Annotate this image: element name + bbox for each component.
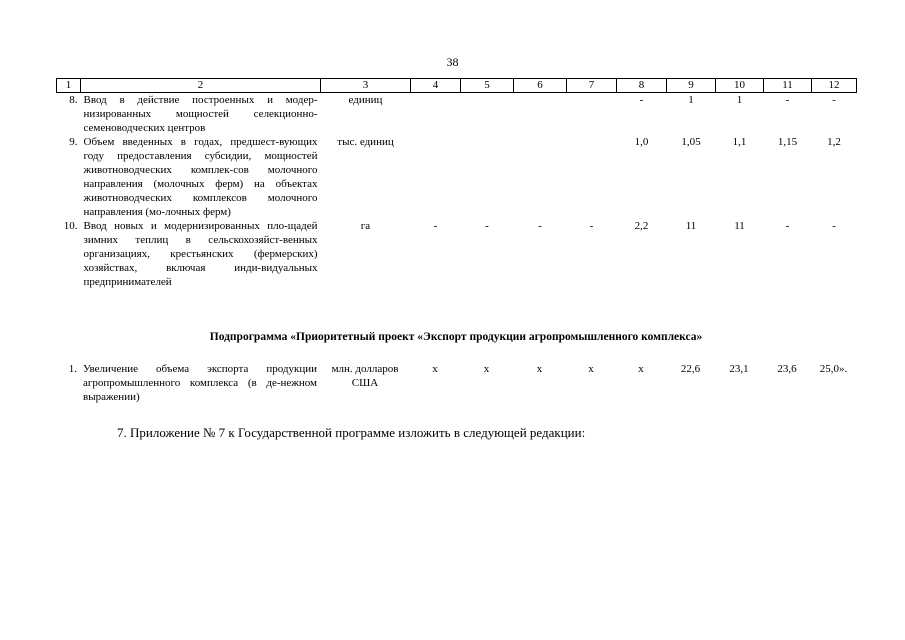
value-cell: - [832,94,836,106]
value-cell: - [832,220,836,232]
value-cell: 1,0 [634,136,649,148]
value-cell: х [588,363,594,375]
indicator-name: Объем введенных в годах, предшест-вующих году предоставления субсидии, мощностей животноводческих комплек-сов молочного направления (молочных ферм) на объектах животноводческих комплексов молочного направления (мо-лочных ферм) [83,136,318,218]
header-cell: 12 [812,79,857,93]
indicator-table [56,78,857,289]
value-cell: 2,2 [634,220,649,232]
row-number: 1. [68,363,77,375]
header-cell: 2 [81,79,321,93]
row-number: 10. [63,220,78,232]
header-cell: 6 [514,79,567,93]
value-cell: - [485,220,489,232]
value-cell: 11 [734,220,745,232]
value-cell: 1,1 [732,136,747,148]
value-cell: х [483,363,490,375]
unit-cell: га [360,220,371,232]
value-cell: - [538,220,542,232]
value-cell [411,135,461,219]
row-number: 9. [69,136,78,148]
indicator-name: Ввод в действие построенных и модер-низированных мощностей селекционно-семеноводческих центров [83,94,318,134]
table-row [57,135,857,219]
value-cell: - [589,220,594,232]
value-cell: х [536,363,543,375]
value-cell: 23,6 [777,363,797,375]
value-cell [514,93,567,136]
value-cell: х [638,363,644,375]
value-cell [514,135,567,219]
table-header-row [57,79,857,93]
unit-cell: тыс. единиц [337,136,394,148]
value-cell: 1 [736,94,743,106]
value-cell: 11 [685,220,697,232]
value-cell: - [785,220,790,232]
header-cell: 10 [716,79,764,93]
subprogram-table [56,362,856,404]
value-cell: 23,1 [729,363,749,375]
header-cell: 7 [567,79,617,93]
value-cell: - [639,94,644,106]
value-cell: 1,05 [681,136,701,148]
value-cell [411,93,461,136]
table-row [57,93,857,136]
indicator-name: Ввод новых и модернизированных пло-щадей зимних теплиц в сельскохозяйст-венных организациях, крестьянских (фермерских) хозяйствах, включая инди-видуальных предпринимателей [83,220,318,288]
unit-cell: млн. долларов США [331,363,399,389]
value-cell: 25,0». [819,363,848,375]
value-cell [461,93,514,136]
table-row [56,362,856,404]
value-cell: 1,15 [777,136,798,148]
subprogram-title: Подпрограмма «Приоритетный проект «Экспорт продукции агропромышленного комплекса» [209,331,703,343]
header-cell: 4 [411,79,461,93]
unit-cell: единиц [348,94,383,106]
value-cell: х [432,363,438,375]
value-cell: 1 [688,94,694,106]
table-row [57,219,857,289]
indicator-name: Увеличение объема экспорта продукции агропромышленного комплекса (в де-нежном выражении) [83,363,317,403]
header-cell: 5 [461,79,514,93]
header-cell: 8 [617,79,667,93]
value-cell: - [785,94,790,106]
value-cell [567,135,617,219]
header-cell: 9 [667,79,716,93]
header-cell: 11 [764,79,812,93]
value-cell: 22,6 [680,363,701,375]
value-cell: - [433,220,438,232]
page-number: 38 [446,55,459,69]
row-number: 8. [69,94,78,106]
value-cell [567,93,617,136]
footer-text: 7. Приложение № 7 к Государственной программе изложить в следующей редакции: [117,425,586,440]
header-cell: 1 [57,79,81,93]
value-cell: 1,2 [827,136,841,148]
header-cell: 3 [321,79,411,93]
value-cell [461,135,514,219]
